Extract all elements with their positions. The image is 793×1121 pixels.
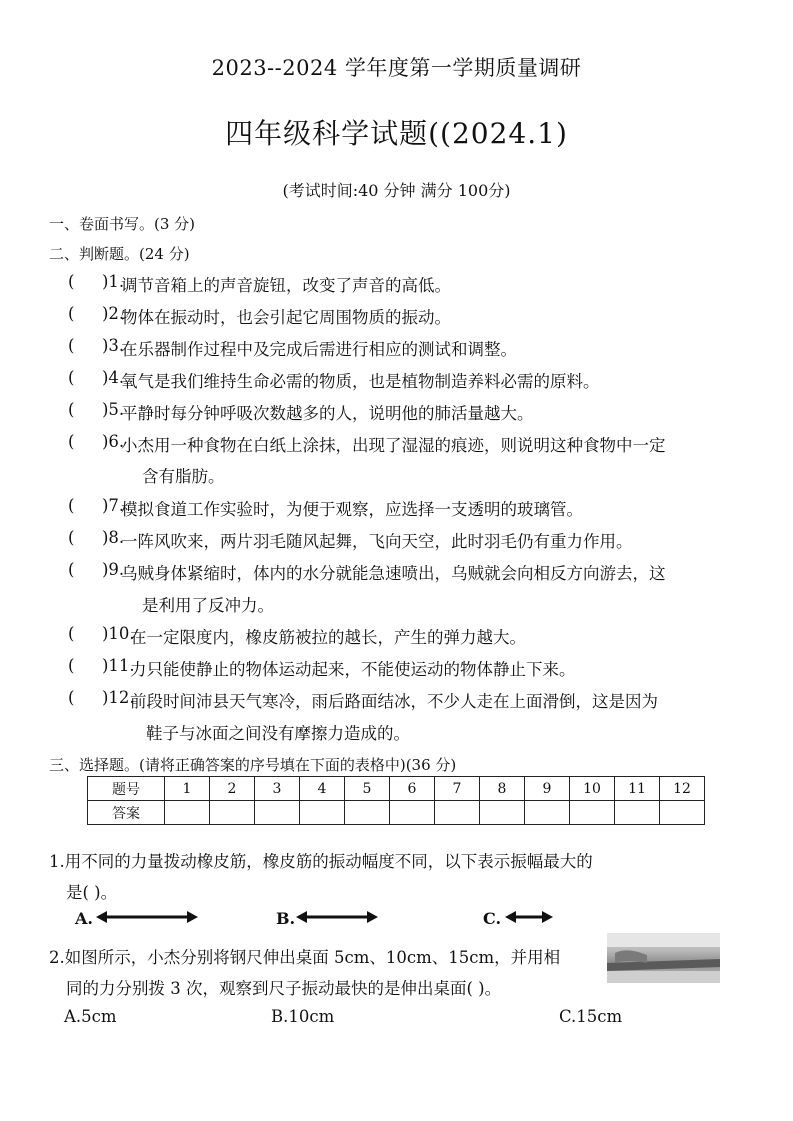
answer-cell[interactable] (480, 801, 525, 825)
table-header-label: 题号 (88, 777, 165, 801)
table-number-cell: 4 (300, 777, 345, 801)
choice-q1-text: 1.用不同的力量拨动橡皮筋，橡皮筋的振动幅度不同，以下表示振幅最大的 (49, 852, 593, 871)
answer-cell[interactable] (570, 801, 615, 825)
ruler-on-desk-photo (607, 933, 720, 983)
item-number: )5. (102, 400, 125, 419)
table-row-answers (88, 801, 705, 825)
item-text: 力只能使静止的物体运动起来，不能使运动的物体静止下来。 (130, 660, 576, 679)
answer-table (87, 776, 705, 825)
item-text: 物体在振动时，也会引起它周围物质的振动。 (121, 308, 451, 327)
table-number-cell: 7 (435, 777, 480, 801)
item-text: 在乐器制作过程中及完成后需进行相应的测试和调整。 (121, 340, 517, 359)
exam-title: 四年级科学试题((2024.1) (225, 117, 568, 150)
item-number: )4. (102, 368, 125, 387)
double-arrow-medium-icon (296, 910, 378, 924)
answer-cell[interactable] (300, 801, 345, 825)
answer-paren[interactable]: ( (68, 400, 75, 419)
table-number-cell: 1 (165, 777, 210, 801)
choice-q1-text-continued: 是( )。 (66, 883, 118, 902)
answer-cell[interactable] (525, 801, 570, 825)
answer-cell[interactable] (345, 801, 390, 825)
item-number: )3. (102, 336, 125, 355)
table-number-cell: 6 (390, 777, 435, 801)
choice-q2-text-continued: 同的力分别拨 3 次，观察到尺子振动最快的是伸出桌面( )。 (66, 979, 502, 998)
answer-cell[interactable] (165, 801, 210, 825)
table-answer-label: 答案 (88, 801, 165, 825)
q1-option-b-label[interactable]: B. (276, 909, 296, 928)
answer-cell[interactable] (390, 801, 435, 825)
table-row-numbers (88, 777, 705, 801)
section-2-heading: 二、判断题。(24 分) (49, 245, 190, 263)
answer-paren[interactable]: ( (68, 336, 75, 355)
choice-q2-text: 2.如图所示，小杰分别将钢尺伸出桌面 5cm、10cm、15cm，并用相 (49, 948, 561, 967)
item-number: )7. (102, 496, 125, 515)
answer-cell[interactable] (255, 801, 300, 825)
item-text-continued: 是利用了反冲力。 (142, 596, 274, 615)
section-3-heading: 三、选择题。(请将正确答案的序号填在下面的表格中)(36 分) (49, 756, 457, 774)
item-text: 平静时每分钟呼吸次数越多的人，说明他的肺活量越大。 (121, 404, 534, 423)
table-number-cell: 8 (480, 777, 525, 801)
table-number-cell: 11 (615, 777, 660, 801)
table-number-cell: 2 (210, 777, 255, 801)
item-text: 乌贼身体紧缩时，体内的水分就能急速喷出，乌贼就会向相反方向游去，这 (121, 564, 666, 583)
item-text-continued: 鞋子与冰面之间没有摩擦力造成的。 (146, 724, 410, 743)
double-arrow-long-icon (96, 910, 198, 924)
table-number-cell: 12 (660, 777, 705, 801)
exam-period-title: 2023--2024 学年度第一学期质量调研 (211, 56, 582, 80)
table-number-cell: 3 (255, 777, 300, 801)
q1-option-c-label[interactable]: C. (483, 909, 502, 928)
answer-paren[interactable]: ( (68, 432, 75, 451)
q1-option-a-label[interactable]: A. (75, 909, 93, 928)
item-number: )9. (102, 560, 125, 579)
q2-option-a[interactable]: A.5cm (64, 1007, 117, 1026)
q2-option-b[interactable]: B.10cm (271, 1007, 335, 1026)
table-number-cell: 5 (345, 777, 390, 801)
item-text: 模拟食道工作实验时，为便于观察，应选择一支透明的玻璃管。 (121, 500, 583, 519)
q2-option-c[interactable]: C.15cm (559, 1007, 623, 1026)
answer-paren[interactable]: ( (68, 304, 75, 323)
answer-paren[interactable]: ( (68, 368, 75, 387)
answer-cell[interactable] (210, 801, 255, 825)
answer-paren[interactable]: ( (68, 528, 75, 547)
table-number-cell: 10 (570, 777, 615, 801)
item-text: 一阵风吹来，两片羽毛随风起舞，飞向天空，此时羽毛仍有重力作用。 (121, 532, 633, 551)
item-text: 氧气是我们维持生命必需的物质，也是植物制造养料必需的原料。 (121, 372, 600, 391)
answer-paren[interactable]: ( (68, 656, 75, 675)
answer-paren[interactable]: ( (68, 272, 75, 291)
item-text: 在一定限度内，橡皮筋被拉的越长，产生的弹力越大。 (130, 628, 526, 647)
answer-paren[interactable]: ( (68, 624, 75, 643)
section-1-heading: 一、卷面书写。(3 分) (49, 215, 196, 233)
exam-info: (考试时间:40 分钟 满分 100分) (282, 181, 511, 200)
double-arrow-short-icon (505, 910, 553, 924)
answer-paren[interactable]: ( (68, 496, 75, 515)
item-text: 前段时间沛县天气寒冷，雨后路面结冰，不少人走在上面滑倒，这是因为 (130, 692, 658, 711)
item-text-continued: 含有脂肪。 (142, 467, 225, 486)
answer-paren[interactable]: ( (68, 688, 75, 707)
item-number: )6. (102, 432, 125, 451)
item-number: )11. (102, 656, 135, 675)
ruler-photo-detail (607, 933, 720, 983)
item-number: )10. (102, 624, 135, 643)
answer-cell[interactable] (660, 801, 705, 825)
item-number: )12. (102, 688, 135, 707)
table-number-cell: 9 (525, 777, 570, 801)
answer-paren[interactable]: ( (68, 560, 75, 579)
item-number: )8. (102, 528, 125, 547)
answer-cell[interactable] (615, 801, 660, 825)
item-text: 小杰用一种食物在白纸上涂抹，出现了湿湿的痕迹，则说明这种食物中一定 (121, 436, 666, 455)
answer-cell[interactable] (435, 801, 480, 825)
item-text: 调节音箱上的声音旋钮，改变了声音的高低。 (121, 276, 451, 295)
item-number: )1. (102, 272, 125, 291)
item-number: )2. (102, 304, 125, 323)
